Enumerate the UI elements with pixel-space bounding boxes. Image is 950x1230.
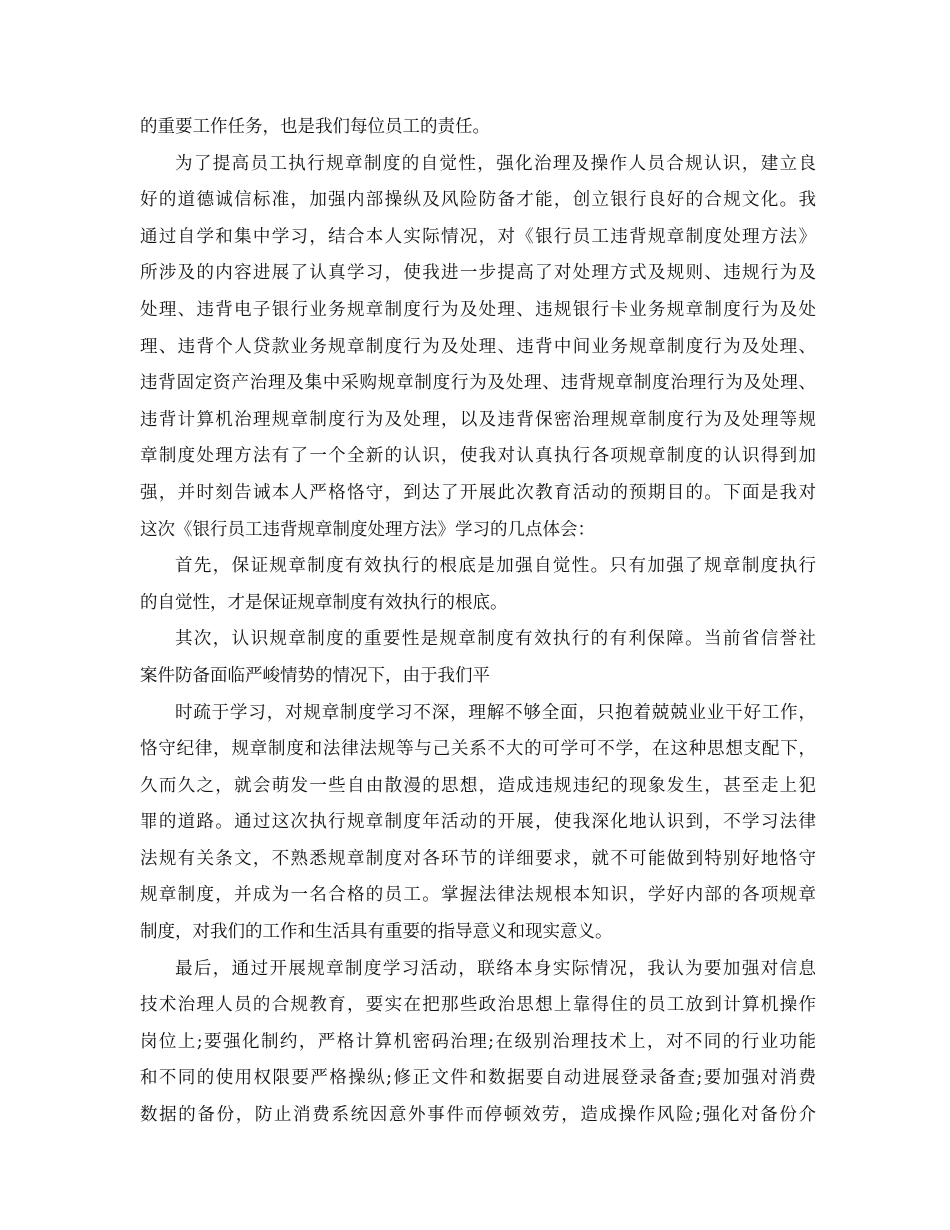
document-body bbox=[140, 109, 816, 1134]
paragraph-0 bbox=[140, 109, 816, 146]
text-line: 法规有关条文，不熟悉规章制度对各环节的详细要求，就不可能做到特别好地恪守 bbox=[140, 848, 816, 869]
text-line: 的重要工作任务，也是我们每位员工的责任。 bbox=[140, 117, 490, 137]
text-line: 久而久之，就会萌发一些自由散漫的思想，造成违规违纪的现象发生，甚至走上犯 bbox=[140, 775, 816, 796]
text-line: 首先，保证规章制度有效执行的根底是加强自觉性。只有加强了规章制度执行 bbox=[175, 556, 816, 577]
text-line: 违背固定资产治理及集中采购规章制度行为及处理、违背规章制度治理行为及处理、 bbox=[140, 373, 816, 394]
text-line: 制度，对我们的工作和生活具有重要的指导意义和现实意义。 bbox=[140, 922, 613, 943]
text-line: 其次，认识规章制度的重要性是规章制度有效执行的有利保障。当前省信誉社 bbox=[175, 629, 816, 650]
paragraph-5 bbox=[140, 951, 816, 1134]
text-line: 岗位上;要强化制约，严格计算机密码治理;在级别治理技术上，对不同的行业功能 bbox=[140, 1031, 816, 1052]
paragraph-4 bbox=[140, 695, 816, 951]
text-line: 时疏于学习，对规章制度学习不深，理解不够全面，只抱着兢兢业业干好工作， bbox=[175, 702, 816, 723]
paragraph-1 bbox=[140, 146, 816, 549]
text-line: 和不同的使用权限要严格操纵;修正文件和数据要自动进展登录备查;要加强对消费 bbox=[140, 1068, 816, 1089]
text-line: 数据的备份，防止消费系统因意外事件而停顿效劳，造成操作风险;强化对备份介 bbox=[140, 1105, 816, 1126]
text-line: 强，并时刻告诫本人严格恪守，到达了开展此次教育活动的预期目的。下面是我对 bbox=[140, 482, 816, 503]
text-line: 违背计算机治理规章制度行为及处理，以及违背保密治理规章制度行为及处理等规 bbox=[140, 409, 816, 430]
text-line: 最后，通过开展规章制度学习活动，联络本身实际情况，我认为要加强对信息 bbox=[175, 958, 816, 979]
text-line: 所涉及的内容进展了认真学习，使我进一步提高了对处理方式及规则、违规行为及 bbox=[140, 263, 816, 284]
text-line: 处理、违背电子银行业务规章制度行为及处理、违规银行卡业务规章制度行为及处 bbox=[140, 299, 816, 320]
text-line: 好的道德诚信标准，加强内部操纵及风险防备才能，创立银行良好的合规文化。我 bbox=[140, 190, 816, 211]
text-line: 这次《银行员工违背规章制度处理方法》学习的几点体会： bbox=[140, 519, 595, 540]
text-line: 的自觉性，才是保证规章制度有效执行的根底。 bbox=[140, 592, 508, 613]
text-line: 章制度处理方法有了一个全新的认识，使我对认真执行各项规章制度的认识得到加 bbox=[140, 446, 816, 467]
text-line: 案件防备面临严峻情势的情况下，由于我们平 bbox=[140, 665, 490, 686]
text-line: 罪的道路。通过这次执行规章制度年活动的开展，使我深化地认识到，不学习法律 bbox=[140, 812, 816, 833]
text-line: 规章制度，并成为一名合格的员工。掌握法律法规根本知识，学好内部的各项规章 bbox=[140, 885, 816, 906]
text-line: 技术治理人员的合规教育，要实在把那些政治思想上靠得住的员工放到计算机操作 bbox=[140, 995, 816, 1016]
paragraph-2 bbox=[140, 548, 816, 621]
text-line: 恪守纪律，规章制度和法律法规等与己关系不大的可学可不学，在这种思想支配下， bbox=[140, 739, 816, 760]
text-line: 通过自学和集中学习，结合本人实际情况，对《银行员工违背规章制度处理方法》 bbox=[140, 226, 816, 247]
text-line: 为了提高员工执行规章制度的自觉性，强化治理及操作人员合规认识，建立良 bbox=[175, 153, 816, 174]
paragraph-3 bbox=[140, 621, 816, 694]
text-line: 理、违背个人贷款业务规章制度行为及处理、违背中间业务规章制度行为及处理、 bbox=[140, 336, 816, 357]
